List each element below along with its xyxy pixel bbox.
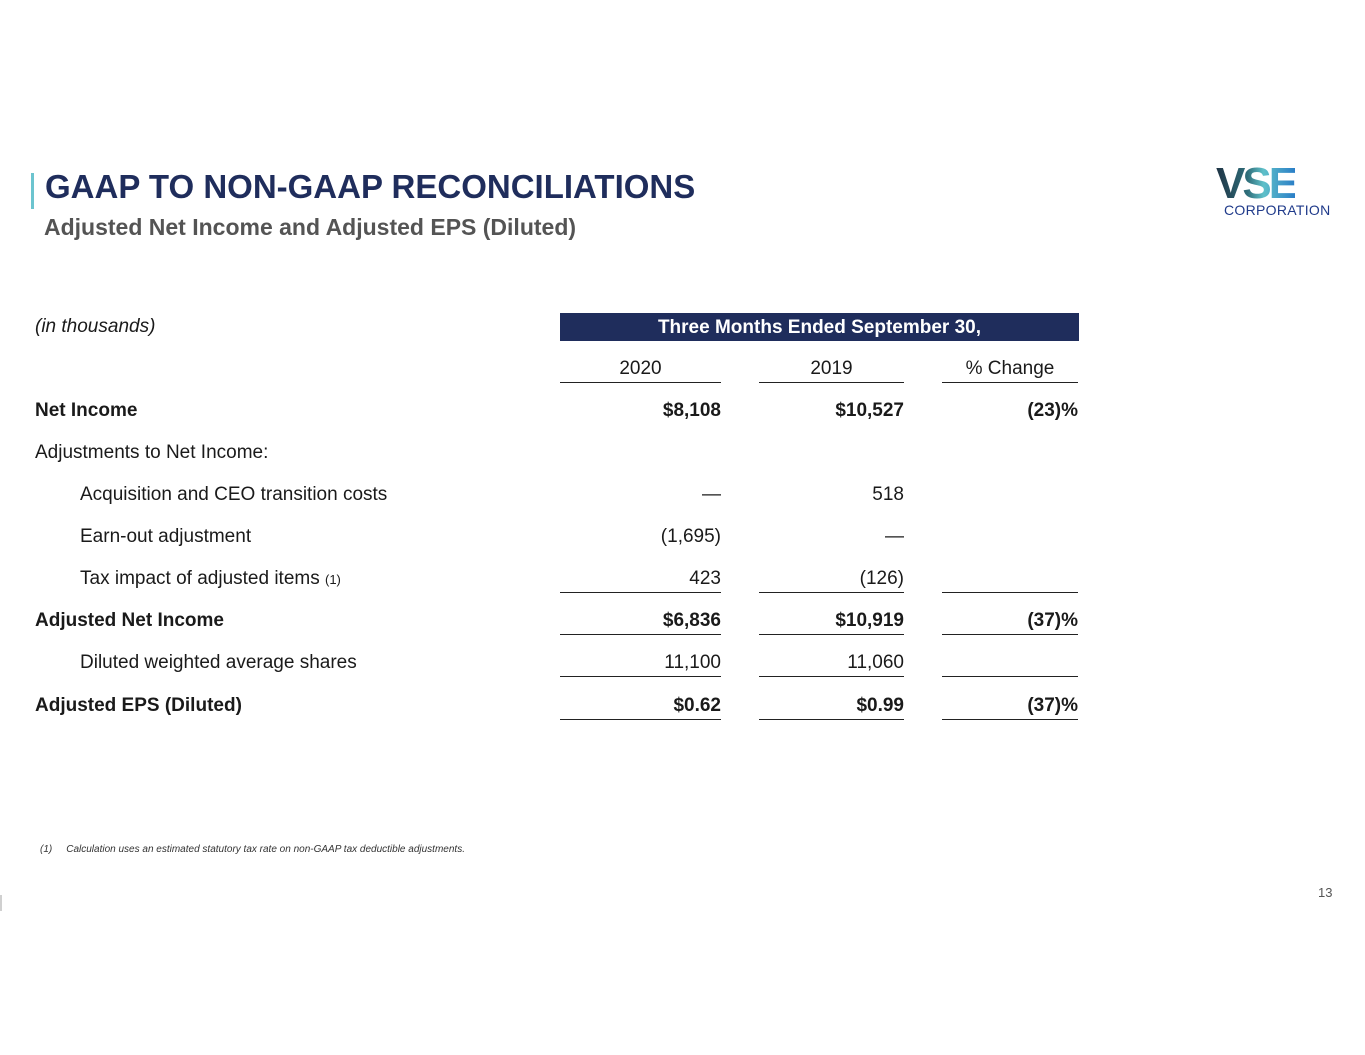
cell-2020: 11,100: [560, 652, 721, 677]
row-label: Diluted weighted average shares: [80, 652, 357, 673]
cell-2020: (1,695): [660, 526, 721, 547]
cell-2020: $6,836: [560, 610, 721, 635]
cell-2020: $8,108: [662, 400, 721, 421]
units-label: (in thousands): [35, 316, 156, 337]
title-accent-bar: [31, 173, 34, 209]
cell-2019: $10,919: [759, 610, 904, 635]
corner-mark: [0, 895, 2, 911]
column-header-2019: 2019: [759, 358, 904, 383]
row-label: [80, 568, 341, 590]
column-header-2020: 2020: [560, 358, 721, 383]
row-label: Earn-out adjustment: [80, 526, 252, 547]
cell-2019: $0.99: [759, 695, 904, 720]
logo-wordmark: VSE: [1216, 159, 1296, 208]
page-title: GAAP TO NON-GAAP RECONCILIATIONS: [45, 168, 696, 205]
footnote-ref: (1): [325, 572, 341, 587]
row-label: Acquisition and CEO transition costs: [80, 484, 388, 505]
cell-2019: (126): [759, 568, 904, 593]
cell-2020: 423: [560, 568, 721, 593]
cell-2020: $0.62: [560, 695, 721, 720]
column-header-change: % Change: [942, 358, 1078, 383]
cell-2019: —: [885, 526, 904, 547]
cell-2020: —: [702, 484, 721, 505]
cell-change: (37)%: [942, 695, 1078, 720]
cell-change: (23)%: [1027, 400, 1078, 421]
page-subtitle: Adjusted Net Income and Adjusted EPS (Diluted): [44, 214, 577, 240]
cell-change: (37)%: [942, 610, 1078, 635]
row-label: Adjusted EPS (Diluted): [35, 695, 242, 716]
footnote: [40, 844, 465, 855]
footnote-text: Calculation uses an estimated statutory tax rate on non-GAAP tax deductible adjustments.: [66, 844, 465, 855]
logo-subtext: CORPORATION: [1224, 202, 1331, 218]
cell-2019: 518: [872, 484, 904, 505]
cell-2019: $10,527: [835, 400, 904, 421]
cell-change: [942, 652, 1078, 677]
row-label: Adjustments to Net Income:: [35, 442, 269, 463]
footnote-number: (1): [40, 844, 53, 855]
page-number: 13: [1318, 885, 1333, 900]
row-label: Net Income: [35, 400, 138, 421]
row-label-text: Tax impact of adjusted items: [80, 568, 320, 589]
cell-2019: 11,060: [759, 652, 904, 677]
cell-change: [942, 568, 1078, 593]
row-label: Adjusted Net Income: [35, 610, 224, 631]
period-header: Three Months Ended September 30,: [560, 313, 1079, 341]
vse-corporation-logo: [1216, 159, 1336, 220]
